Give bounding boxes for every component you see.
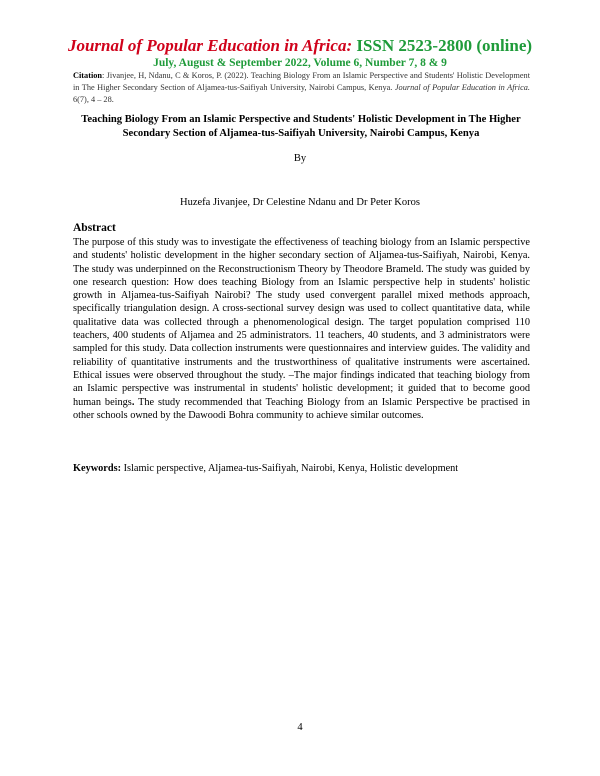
- keywords-text: Islamic perspective, Aljamea-tus-Saifiyah, Nairobi, Kenya, Holistic development: [121, 463, 459, 474]
- citation-journal: Journal of Popular Education in Africa.: [394, 83, 530, 92]
- abstract-body: [73, 236, 530, 422]
- abstract-text-part1: The purpose of this study was to investigate the effectiveness of teaching biology from an Islamic perspective and students' holistic development in the higher secondary section of Aljamea-tus-Saifiyah, Nairobi, Kenya. The study was underpinned on the Reconstructionism Theory by Theodore Brameld. The study was guided by one research question: How does teaching Biology from an Islamic perspective help in students' holistic growth in Aljamea-tus-Saifiyah Nairobi? The study used convergent parallel mixed methods approach, specifically triangulation design. A cross-sectional survey design was used to collect quantitative data, while qualitative data was collected through a phenomenological design. The target population comprised 110 teachers, 400 students of Aljamea and 25 administrators. 11 teachers, 40 students, and 3 administrators were sampled for this study. Data collection instruments were questionnaires and interview guides. The validity and reliability of quantitative instruments and the trustworthiness of qualitative instruments were ascertained. Ethical issues were observed throughout the study. –The major findings indicated that teaching biology from an Islamic perspective was instrumental in students' holistic development; it guided that to become good human beings: [73, 237, 530, 408]
- by-line: By: [293, 153, 307, 164]
- abstract-bold-period: .: [131, 396, 135, 408]
- citation-text: : Jivanjee, H, Ndanu, C & Koros, P. (2022). Teaching Biology From an Islamic Perspective and Students' Holistic Development in The Higher Secondary Section of Aljamea-tus-Saifiyah University, Nairobi Campus, Kenya.: [73, 71, 530, 92]
- authors: Huzefa Jivanjee, Dr Celestine Ndanu and Dr Peter Koros: [180, 197, 420, 208]
- citation: [73, 70, 530, 106]
- abstract-heading: Abstract: [73, 222, 116, 234]
- paper-title: Teaching Biology From an Islamic Perspective and Students' Holistic Development in The Higher Secondary Section of Aljamea-tus-Saifiyah University, Nairobi Campus, Kenya: [81, 114, 521, 139]
- citation-pages: 6(7), 4 – 28.: [73, 95, 114, 104]
- keywords-label: Keywords:: [73, 463, 122, 474]
- issue-line: July, August & September 2022, Volume 6, Number 7, 8 & 9: [153, 57, 447, 69]
- abstract-text-part2: The study recommended that Teaching Biology from an Islamic Perspective be practised in other schools owned by the Dawoodi Bohra community to achieve similar outcomes.: [73, 396, 530, 421]
- keywords: [73, 462, 530, 475]
- page-number: 4: [297, 722, 303, 733]
- citation-label: Citation: [73, 71, 103, 80]
- issn: ISSN 2523-2800 (online): [356, 36, 533, 55]
- journal-name: Journal of Popular Education in Africa:: [67, 36, 353, 55]
- journal-title: [0, 36, 600, 56]
